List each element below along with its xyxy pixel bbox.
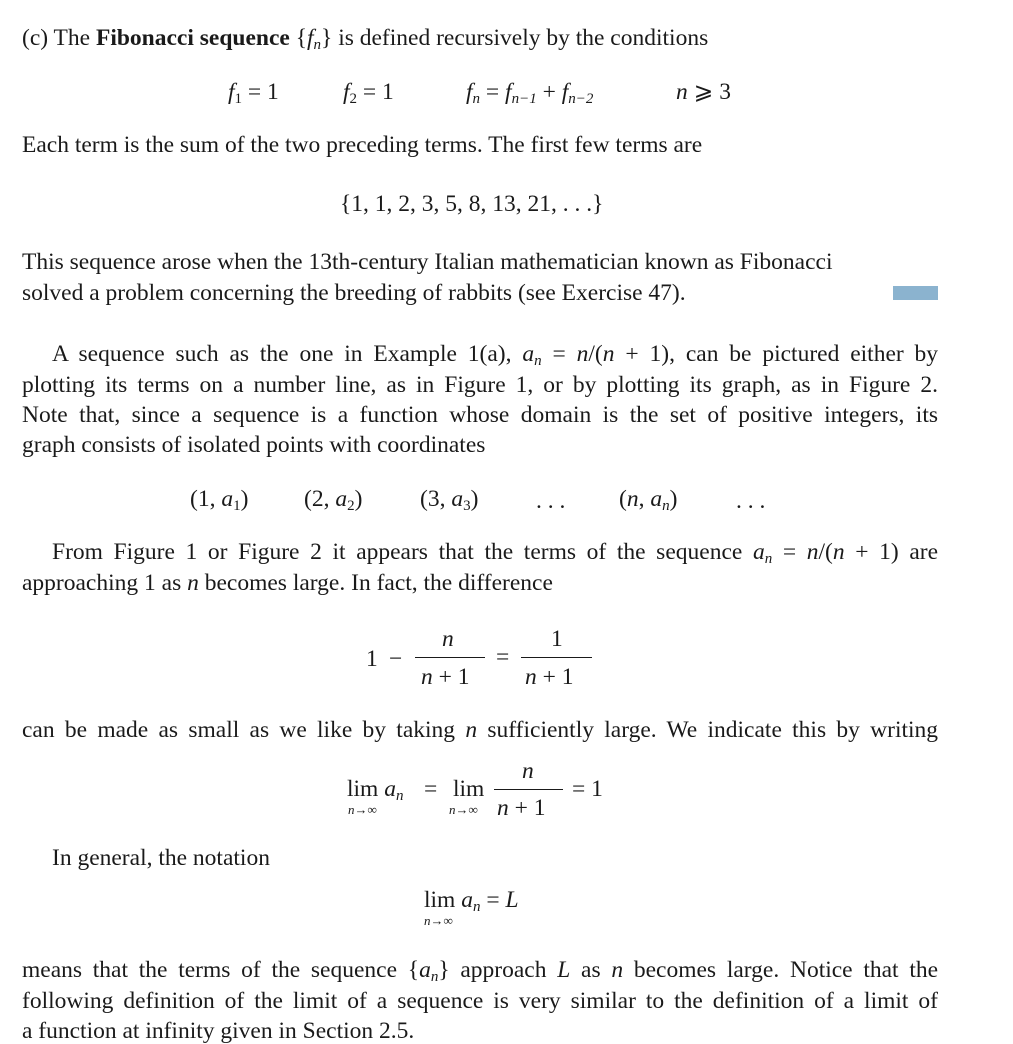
coord-ellipsis-1: . . .	[536, 488, 566, 514]
limit-fraction-bar	[494, 789, 563, 790]
limit-equals-1: =	[424, 776, 438, 802]
recurrence-f2: $f_2 = 1$	[343, 79, 394, 107]
diff-den2: n + 1	[525, 664, 574, 690]
part-label: (c)	[22, 25, 49, 51]
para4-line-1: means that the terms of the sequence $\{a_n\}$ approach L as n becomes large. Notice that the	[22, 957, 939, 985]
para2-line-1: From Figure 1 or Figure 2 it appears that the terms of the sequence $a_n = n/(n + 1)$ are	[52, 539, 939, 567]
history-line-1: This sequence arose when the 13th-century Italian mathematician known as Fibonacci	[22, 249, 833, 275]
para1-line-2: plotting its terms on a number line, as in Figure 1, or by plotting its graph, as in Figure 2.	[22, 372, 938, 398]
para4-line-3: a function at infinity given in Section 2.5.	[22, 1018, 415, 1044]
limit-rhs: = 1	[572, 776, 603, 802]
notation-under: n→∞	[424, 913, 453, 928]
recurrence-fn: $f_n = f_{n-1} + f_{n-2}$	[466, 79, 594, 107]
limit-num: n	[522, 758, 534, 784]
margin-marker	[893, 286, 938, 300]
part-c-intro: (c) The Fibonacci sequence $\{f_n\}$ is defined recursively by the conditions	[22, 25, 709, 53]
coord-2: (2, $a_2$)	[304, 486, 363, 514]
general-notation-sentence: In general, the notation	[52, 845, 270, 871]
limit-lhs: $\lim a_n$	[347, 776, 404, 804]
limit-under-2: n→∞	[449, 802, 478, 817]
notation-lim: $\lim a_n = L$	[424, 887, 519, 915]
diff-den1: n + 1	[421, 664, 470, 690]
recurrence-f1: $f_1 = 1$	[228, 79, 279, 107]
limit-lim-2: lim	[453, 776, 485, 802]
diff-one: 1	[366, 646, 378, 672]
para4-line-2: following definition of the limit of a sequence is very similar to the definition of a limit of	[22, 988, 938, 1014]
limit-under-1: n→∞	[348, 802, 377, 817]
diff-fraction-bar-2	[521, 657, 592, 658]
each-term-sentence: Each term is the sum of the two preceding terms. The first few terms are	[22, 132, 703, 158]
recurrence-condition: n ⩾ 3	[676, 79, 731, 105]
coord-3: (3, $a_3$)	[420, 486, 479, 514]
coord-1: (1, $a_1$)	[190, 486, 249, 514]
coord-ellipsis-2: . . .	[736, 488, 766, 514]
first-terms-set: {1, 1, 2, 3, 5, 8, 13, 21, . . .}	[340, 191, 604, 217]
diff-num2: 1	[551, 626, 563, 652]
diff-num1: n	[442, 626, 454, 652]
limit-den: n + 1	[497, 795, 546, 821]
para3-line-1: can be made as small as we like by taking n sufficiently large. We indicate this by writing	[22, 717, 939, 743]
term-fibonacci: Fibonacci sequence	[95, 25, 290, 51]
para1-line-3: Note that, since a sequence is a function whose domain is the set of positive integers, its	[22, 402, 938, 428]
diff-equals: =	[496, 644, 510, 670]
para1-line-1: A sequence such as the one in Example 1(a), $a_n = n/(n + 1)$, can be pictured either by	[52, 341, 939, 369]
diff-fraction-bar-1	[415, 657, 485, 658]
para2-line-2: approaching 1 as n becomes large. In fact, the difference	[22, 570, 553, 596]
diff-minus: −	[389, 646, 403, 672]
history-line-2: solved a problem concerning the breeding of rabbits (see Exercise 47).	[22, 280, 686, 306]
para1-line-4: graph consists of isolated points with coordinates	[22, 432, 486, 458]
coord-n: (n, $a_n$)	[619, 486, 678, 514]
